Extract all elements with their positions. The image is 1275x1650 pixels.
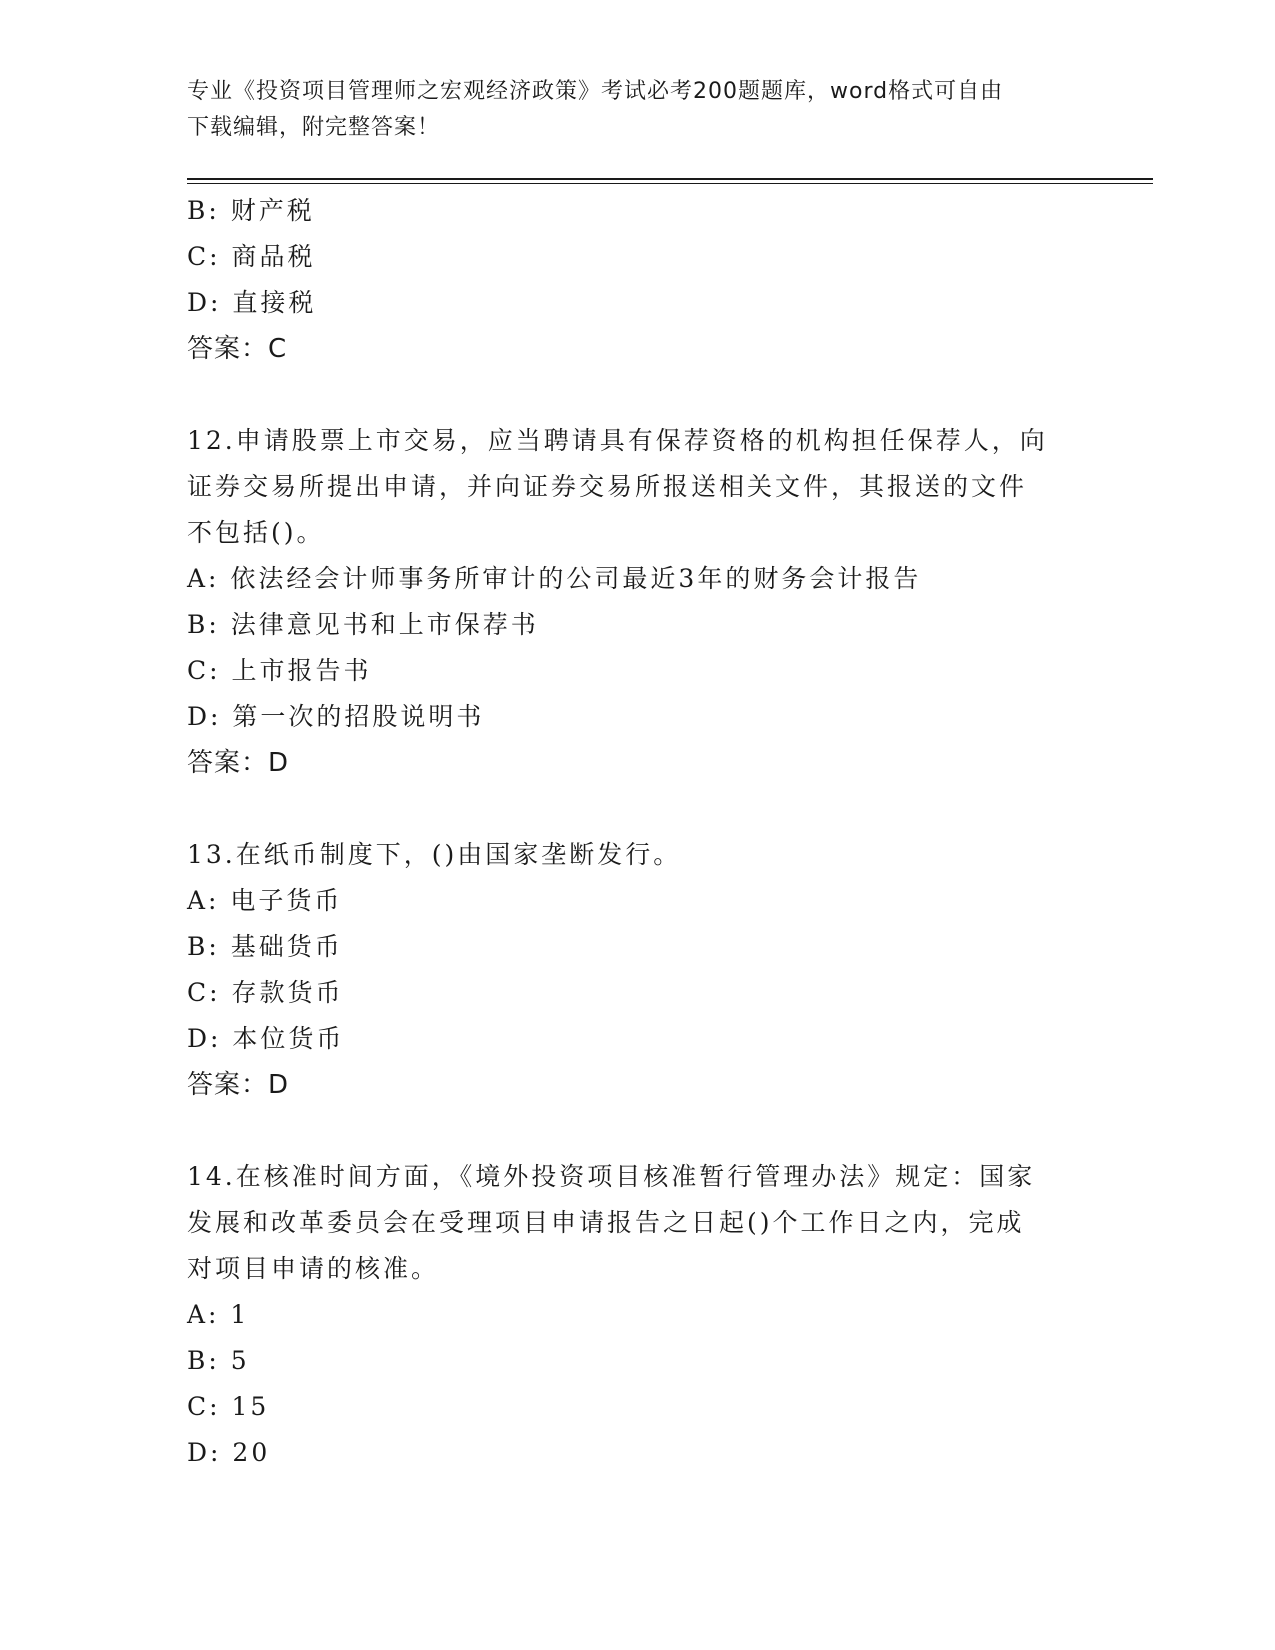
question-13-option-d: D: 本位货币 bbox=[187, 1024, 345, 1053]
question-12-option-b: B: 法律意见书和上市保荐书 bbox=[187, 610, 539, 639]
question-12-answer: 答案：D bbox=[187, 748, 290, 778]
question-14-option-c: C: 15 bbox=[187, 1392, 270, 1421]
question-14-stem-line-1: 14.在核准时间方面，《境外投资项目核准暂行管理办法》规定：国家 bbox=[187, 1162, 1036, 1191]
question-12-option-d: D: 第一次的招股说明书 bbox=[187, 702, 485, 731]
header-line-1: 专业《投资项目管理师之宏观经济政策》考试必考200题题库，word格式可自由 bbox=[187, 79, 1004, 104]
question-14-stem-line-3: 对项目申请的核准。 bbox=[187, 1254, 440, 1283]
header-rule-thin bbox=[187, 183, 1153, 184]
question-12-stem-line-3: 不包括()。 bbox=[187, 518, 325, 547]
question-14-stem-line-2: 发展和改革委员会在受理项目申请报告之日起()个工作日之内，完成 bbox=[187, 1208, 1025, 1237]
header-line-2: 下载编辑，附完整答案！ bbox=[187, 115, 441, 140]
spacer bbox=[187, 786, 1087, 832]
question-list bbox=[187, 188, 1087, 1476]
question-11-option-b: B: 财产税 bbox=[187, 196, 315, 225]
question-13-option-b: B: 基础货币 bbox=[187, 932, 343, 961]
question-13-option-a: A: 电子货币 bbox=[187, 886, 343, 915]
question-12-stem-line-1: 12.申请股票上市交易，应当聘请具有保荐资格的机构担任保荐人，向 bbox=[187, 426, 1048, 455]
question-14-option-a: A: 1 bbox=[187, 1300, 250, 1329]
spacer bbox=[187, 1108, 1087, 1154]
question-12 bbox=[187, 418, 1087, 786]
question-13 bbox=[187, 832, 1087, 1108]
question-11-answer: 答案：C bbox=[187, 334, 288, 364]
question-11-option-c: C: 商品税 bbox=[187, 242, 316, 271]
question-13-option-c: C: 存款货币 bbox=[187, 978, 344, 1007]
spacer bbox=[187, 372, 1087, 418]
question-13-stem-line-1: 13.在纸币制度下，()由国家垄断发行。 bbox=[187, 840, 682, 869]
question-12-stem-line-2: 证券交易所提出申请，并向证券交易所报送相关文件，其报送的文件 bbox=[187, 472, 1028, 501]
question-12-option-a: A: 依法经会计师事务所审计的公司最近3年的财务会计报告 bbox=[187, 564, 922, 593]
question-11 bbox=[187, 188, 1087, 372]
header-rule-thick bbox=[187, 178, 1153, 180]
question-11-option-d: D: 直接税 bbox=[187, 288, 317, 317]
question-13-answer: 答案：D bbox=[187, 1070, 290, 1100]
question-12-option-c: C: 上市报告书 bbox=[187, 656, 372, 685]
question-14-option-b: B: 5 bbox=[187, 1346, 250, 1375]
question-14-option-d: D: 20 bbox=[187, 1438, 271, 1467]
question-14 bbox=[187, 1154, 1087, 1476]
document-header bbox=[187, 74, 1087, 146]
